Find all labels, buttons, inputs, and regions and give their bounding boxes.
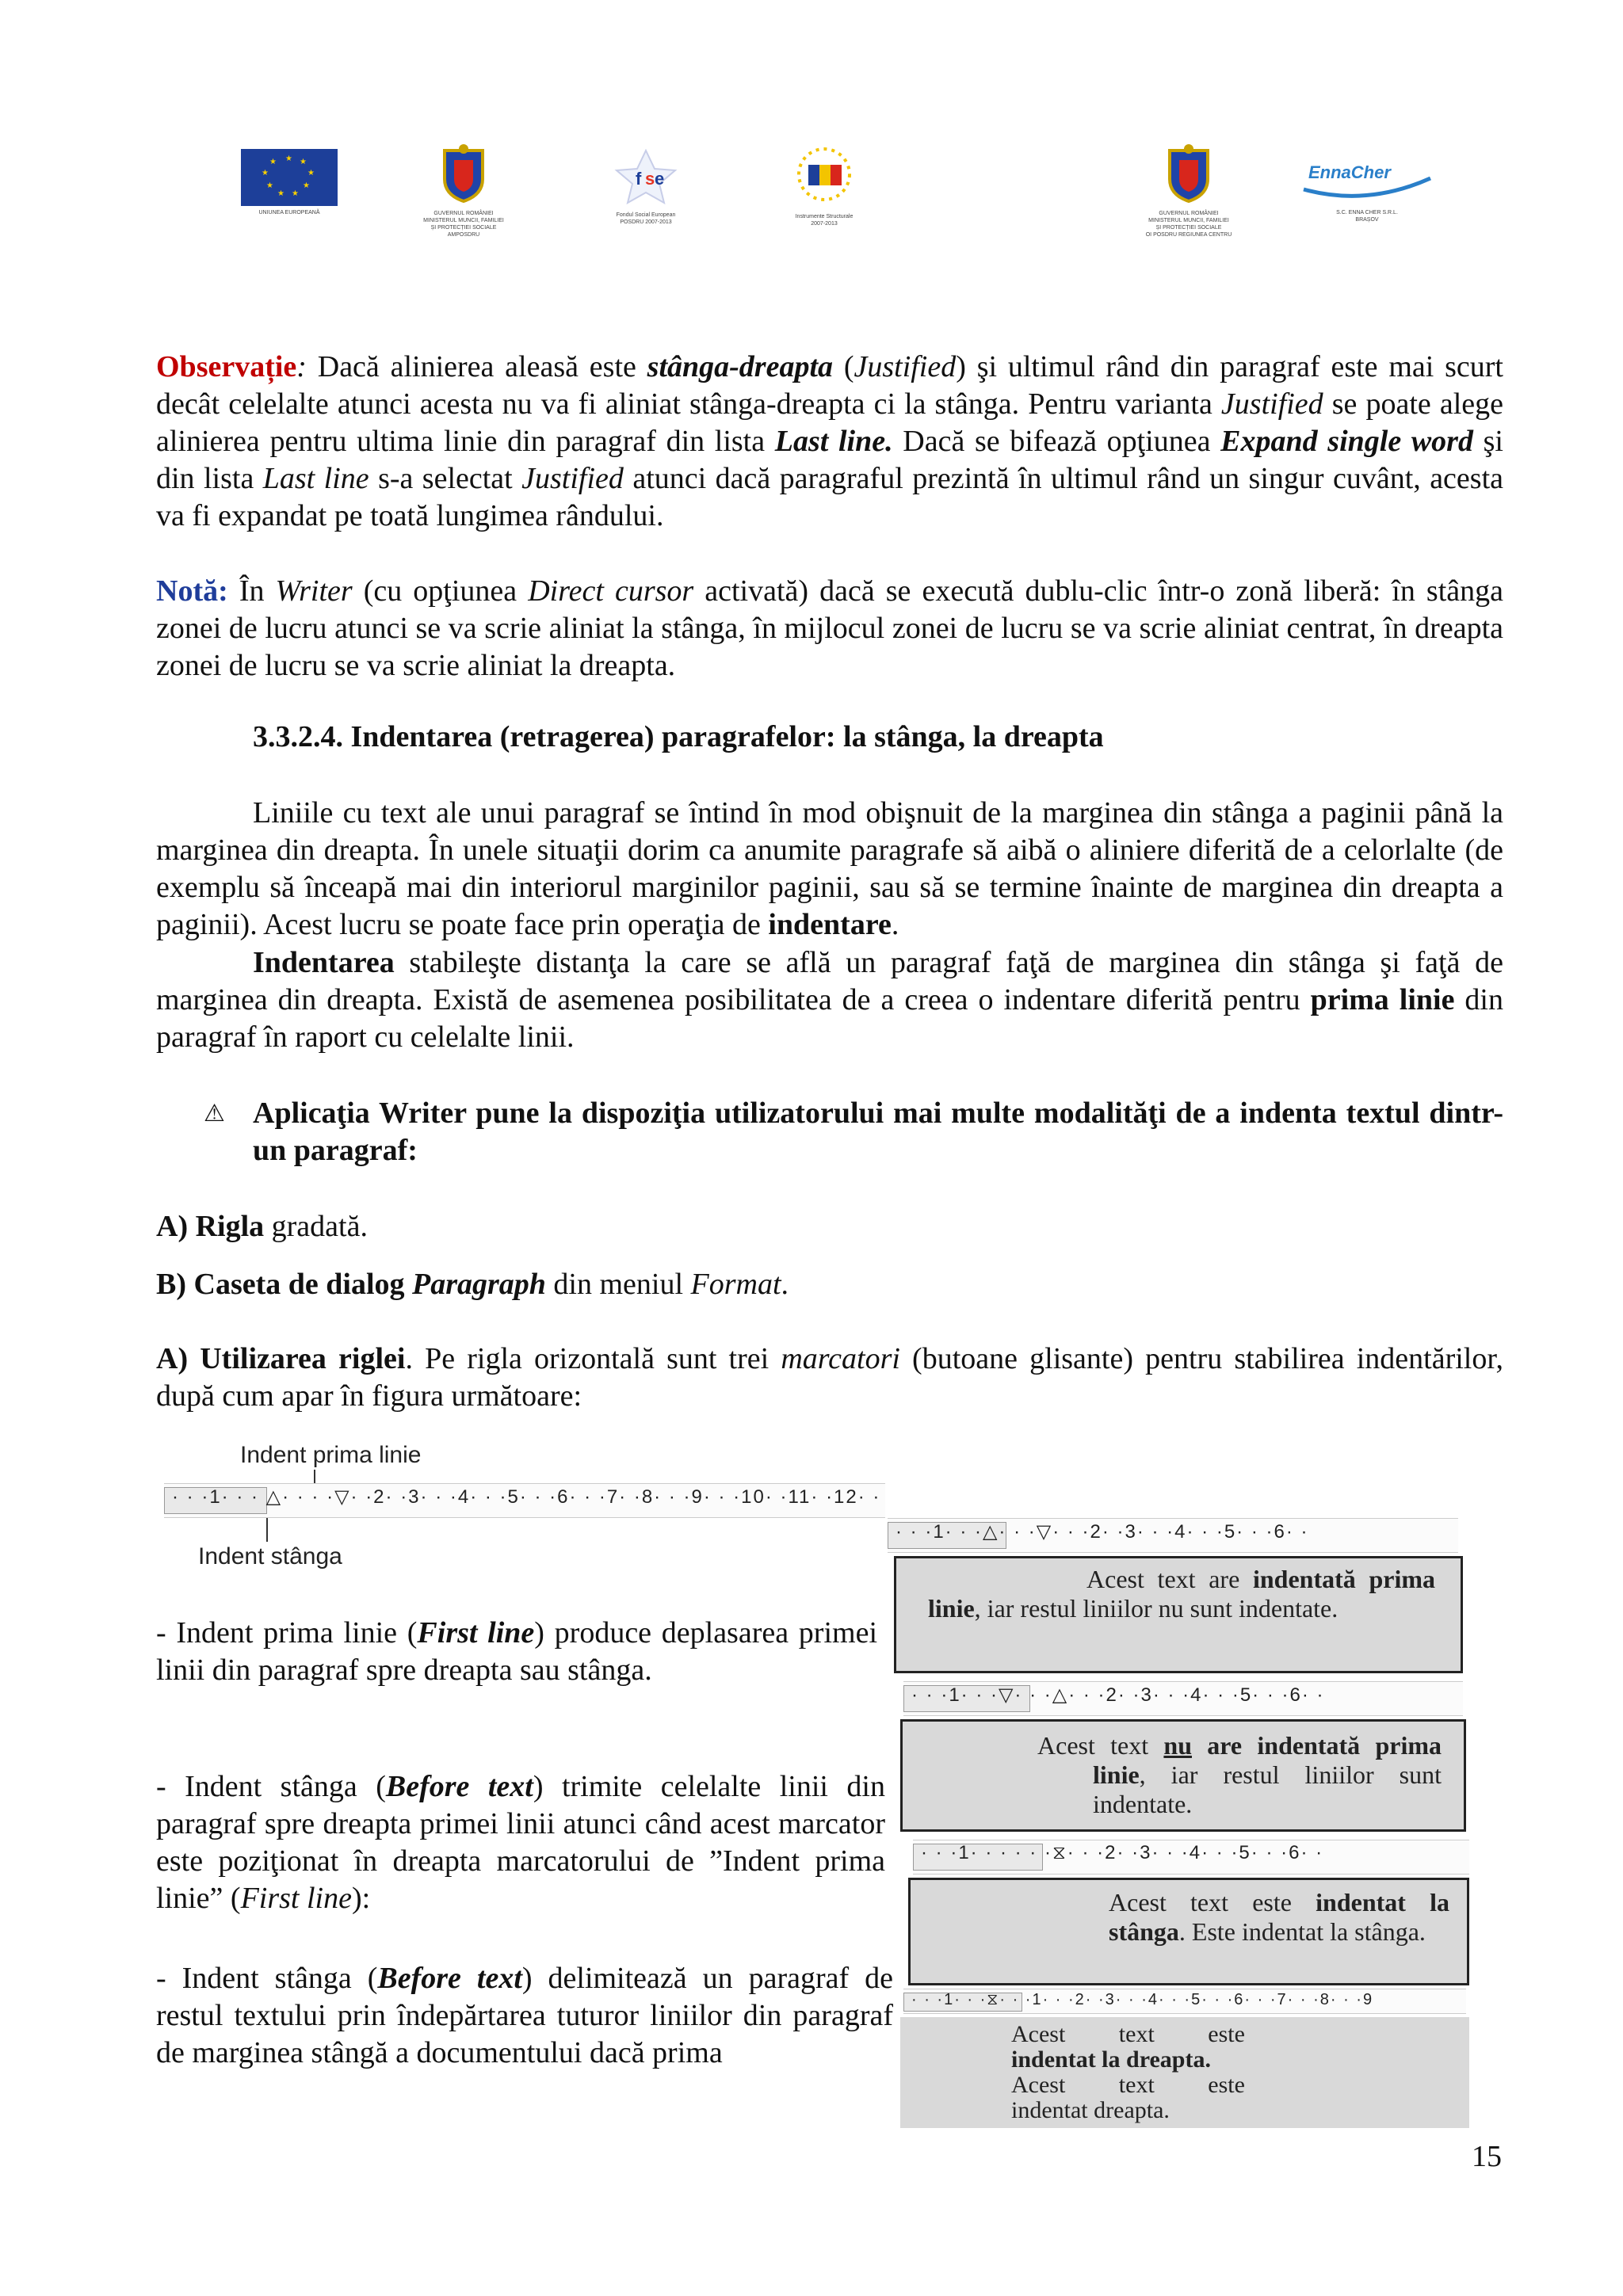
eu-logo (238, 149, 341, 216)
text-span: : (296, 350, 318, 383)
pointer-line (266, 1518, 268, 1542)
emphasis: Direct cursor (528, 574, 694, 608)
paragraph-1 (156, 795, 1503, 944)
sample-ruler-2 (903, 1681, 1463, 1716)
emphasis: Format (690, 1268, 781, 1301)
eu-logo-caption: UNIUNEA EUROPEANĂ (258, 210, 320, 215)
gov-logo-2-caption: GUVERNUL ROMÂNIEI MINISTERUL MUNCII, FAMILIEI ȘI PROTECȚIEI SOCIALE OI POSDRU REGIUNEA CENTRU (1145, 211, 1232, 238)
sample-ruler-1 (888, 1518, 1458, 1553)
bullet-item (156, 1095, 1503, 1169)
sample-line: indentat la dreapta. (1011, 2046, 1211, 2073)
ruler-figure (164, 1483, 885, 1518)
emphasis: prima linie (1310, 983, 1455, 1016)
fse-star-icon (610, 149, 682, 204)
sample-text-4 (1011, 2022, 1296, 2123)
logo-header (0, 143, 1623, 269)
sample-line: indentat dreapta. (1011, 2097, 1170, 2123)
svg-text:f: f (636, 169, 642, 189)
svg-text:EnnaCher: EnnaCher (1308, 162, 1391, 182)
emphasis: First line (240, 1882, 352, 1915)
emphasis: Before text (385, 1770, 533, 1803)
svg-text:e: e (655, 169, 665, 189)
nota-label: Notă: (156, 574, 228, 608)
text-span: gradată. (264, 1210, 368, 1243)
indent-left-label: Indent stânga (198, 1543, 342, 1569)
ennacher-swoosh-icon (1296, 154, 1438, 202)
fse-logo (590, 149, 701, 226)
text-span: , iar restul liniilor nu sunt indentate. (974, 1594, 1338, 1623)
emphasis: Paragraph (412, 1268, 546, 1301)
text-span: - Indent stânga ( (156, 1962, 378, 1995)
desc-before-text-2 (156, 1960, 893, 2072)
structural-instruments-caption: Instrumente Structurale 2007-2013 (795, 214, 854, 227)
emphasis: Writer (275, 574, 353, 608)
ennacher-logo-caption: S.C. ENNA CHER S.R.L. BRAȘOV (1336, 210, 1398, 223)
fse-logo-caption: Fondul Social European POSDRU 2007-2013 (616, 212, 676, 225)
text-span: atunci dacă paragraful prezintă în ultimul rând un singur cuvânt, acesta va fi expandat pe toată lungimea rândului. (156, 462, 1504, 532)
text-span: Liniile cu text ale unui paragraf se întind în mod obişnuit de la marginea din stânga a paginii până la marginea din dreapta. În unele situaţii dorim ca anumite paragrafe să aibă o aliniere diferită de a celorlalte (de exemplu să înceapă mai din interiorul marginilor paginii, sau să se termine înainte de marginea din dreapta a paginii). Acest lucru se poate face prin operaţia de (156, 796, 1503, 941)
option-a (156, 1208, 1503, 1245)
text-span: - Indent prima linie ( (156, 1616, 418, 1650)
ennacher-logo (1292, 154, 1442, 223)
text-span: ): (351, 1882, 371, 1915)
emphasis: Indentarea (253, 946, 395, 979)
emphasis: Expand single word (1220, 425, 1473, 458)
emphasis: Last line. (774, 425, 893, 458)
ruler-ticks: · · ·1· · · · · ·⧖· · ·2· ·3· · ·4· · ·5· · ·6· · (921, 1842, 1324, 1863)
structural-instruments-logo (769, 143, 880, 227)
text-span: Acest text are (1086, 1565, 1253, 1593)
emphasis: indentare (768, 908, 892, 941)
text-span: din paragraf în raport cu celelalte linii. (156, 983, 1503, 1054)
emphasis: nu (1163, 1731, 1192, 1760)
eu-flag-icon: ★ ★ ★ ★ ★ ★ ★ ★ ★ (241, 149, 338, 206)
warning-icon: ⚠ (204, 1100, 225, 1127)
emphasis: marcatori (781, 1342, 900, 1375)
text-span: ) delimitează un paragraf de restul textului prin îndepărtarea tuturor liniilor din paragraf de marginea stângă a documentului dacă prima (156, 1962, 893, 2069)
emphasis: Before text (377, 1962, 522, 1995)
emphasis: indentată prima linie (928, 1565, 1435, 1623)
emphasis: First line (417, 1616, 535, 1650)
emphasis: Justified (1220, 387, 1323, 421)
text-span: stabileşte distanţa la care se află un paragraf faţă de marginea din stânga şi faţă de marginea din dreapta. Există de asemenea posibilitatea de a creea o indentare diferită pentru (156, 946, 1503, 1016)
text-span: (cu opţiunea (352, 574, 529, 608)
option-b (156, 1266, 1503, 1303)
sample-ruler-3 (913, 1840, 1469, 1875)
text-span: ) produce deplasarea primei linii din paragraf spre dreapta sau stânga. (156, 1616, 878, 1687)
emphasis: Justified (854, 350, 957, 383)
coat-of-arms-icon (438, 143, 489, 203)
sample-box-3 (908, 1878, 1469, 1985)
ruler-ticks: · · ·1· · · △· · · ·▽· ·2· ·3· · ·4· · ·5· · ·6· · ·7· ·8· · ·9· · ·10· ·11· ·12· · (172, 1486, 881, 1508)
text-span: se poate alege alinierea pentru ultima linie din paragraf din lista (156, 387, 1503, 458)
gov-logo-1 (396, 143, 531, 238)
sample-text-2 (1037, 1731, 1442, 1819)
text-span: ) trimite celelalte linii din paragraf spre dreapta primei linii atunci când acest marcator este poziţionat în dreapta marcatorului de ”Indent prima linie” ( (156, 1770, 885, 1915)
coat-of-arms-icon (1163, 143, 1214, 203)
observatie-label: Observație (156, 350, 297, 383)
text-span: Dacă se bifează opţiunea (892, 425, 1221, 458)
text-span: ( (833, 350, 854, 383)
text-span: activată) dacă se execută dublu-clic într-o zonă liberă: în stânga zonei de lucru atunci se va scrie aliniat la stânga, în mijlocul zonei de lucru se va scrie aliniat centrat, în dreapta zonei de lucru se va scrie aliniat la dreapta. (156, 574, 1504, 682)
sample-text-3 (1109, 1888, 1449, 1947)
desc-before-text-1 (156, 1768, 885, 1917)
sample-ruler-4 (903, 1989, 1466, 2014)
text-span: În (227, 574, 276, 608)
ruler-ticks: · · ·1· · ·▽· · ·△· · ·2· ·3· · ·4· · ·5· · ·6· · (911, 1684, 1325, 1706)
ruler-ticks: · · ·1· · ·△· · ·▽· · ·2· ·3· · ·4· · ·5· · ·6· · (896, 1521, 1309, 1543)
structural-instruments-icon (786, 143, 862, 206)
bullet-text: Aplicaţia Writer pune la dispoziţia utilizatorului mai multe modalităţi de a indenta textul dintr-un paragraf: (253, 1097, 1503, 1167)
svg-text:s: s (645, 169, 655, 189)
sample-box-2 (900, 1719, 1466, 1832)
emphasis: A) Rigla (156, 1210, 265, 1243)
observatie-paragraph (156, 349, 1503, 535)
sample-line: Acest text este (1011, 2072, 1245, 2098)
text-span: s-a selectat (369, 462, 522, 495)
page-number: 15 (1472, 2140, 1502, 2173)
desc-first-line (156, 1615, 877, 1689)
text-span: . Pe rigla orizontală sunt trei (405, 1342, 781, 1375)
emphasis: Last line (262, 462, 369, 495)
ruler-ticks: · · ·1· · ·⧖· · ·1· · ·2· ·3· · ·4· · ·5· · ·6· · ·7· · ·8· · ·9 (911, 1991, 1374, 2008)
text-span: (butoane glisante) pentru stabilirea indentărilor, după cum apar în figura următoare: (156, 1342, 1503, 1413)
sample-line: Acest text este (1011, 2021, 1245, 2047)
sample-text-1 (928, 1565, 1435, 1623)
emphasis: stânga-dreapta (647, 350, 834, 383)
section-heading: 3.3.2.4. Indentarea (retragerea) paragrafelor: la stânga, la dreapta (253, 720, 1104, 753)
use-ruler-paragraph (156, 1341, 1503, 1415)
text-span: , iar restul liniilor sunt indentate. (1093, 1760, 1442, 1818)
indent-first-line-label: Indent prima linie (240, 1442, 422, 1468)
sample-box-4 (900, 2017, 1469, 2128)
text-span: Acest text este (1109, 1888, 1316, 1917)
nota-paragraph (156, 573, 1503, 685)
text-span: . (781, 1268, 789, 1301)
emphasis: Justified (521, 462, 624, 495)
text-span: - Indent stânga ( (156, 1770, 386, 1803)
emphasis: B) Caseta de dialog (156, 1268, 412, 1301)
emphasis: A) Utilizarea riglei (156, 1342, 406, 1375)
paragraph-2 (156, 944, 1503, 1056)
text-span: . Este indentat la stânga. (1178, 1917, 1426, 1946)
text-span: şi din lista (156, 425, 1503, 495)
text-span: din meniul (545, 1268, 691, 1301)
gov-logo-1-caption: GUVERNUL ROMÂNIEI MINISTERUL MUNCII, FAMILIEI ȘI PROTECȚIEI SOCIALE AMPOSDRU (423, 211, 504, 238)
text-span: . (891, 908, 899, 941)
emphasis: indentat la stânga (1109, 1888, 1450, 1946)
emphasis: are indentată prima linie (1093, 1731, 1442, 1789)
text-span: ) şi ultimul rând din paragraf este mai scurt decât celelalte atunci acesta nu va fi aliniat stânga-dreapta ci la stânga. Pentru varianta (156, 350, 1503, 421)
sample-box-1 (894, 1556, 1463, 1673)
gov-logo-2 (1117, 143, 1260, 238)
text-span: Acest text (1037, 1731, 1164, 1760)
text-span: Dacă alinierea aleasă este (317, 350, 647, 383)
